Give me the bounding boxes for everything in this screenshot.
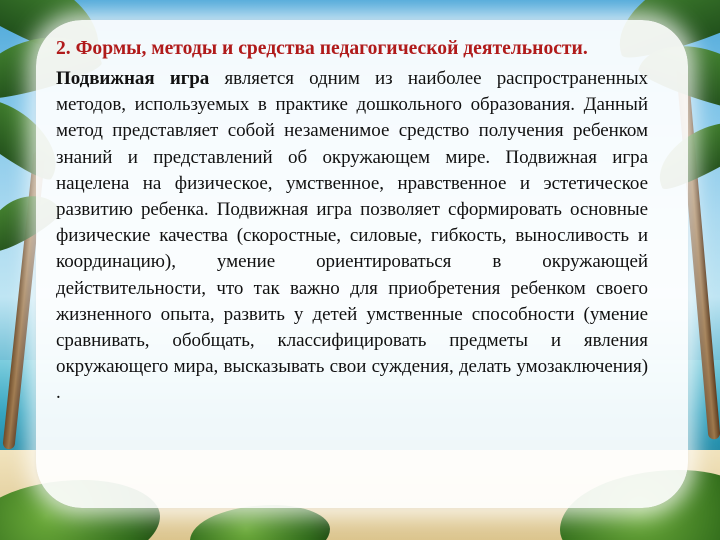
body-text: является одним из наиболее распространенных методов, используемых в практике дошкольного образования. Данный метод представляет собой незаменимое средство получения ребенком знаний и представлений об окружающем мире. Подвижная игра нацелена на физическое, умственное, нравственное и эстетическое развитию ребенка. Подвижная игра позволяет сформировать основные физические качества (скоростные, силовые, гибкость, выносливость и координацию), умение ориентироваться в окружающей действительности, что так важно для приобретения ребенком своего жизненного опыта, развить у детей умственные способности (умение сравнивать, обобщать, классифицировать предметы и явления окружающего мира, высказывать свои суждения, делать умозаключения) . — [56, 68, 648, 404]
slide-body-paragraph — [56, 66, 648, 407]
slide-content — [56, 36, 648, 407]
body-term: Подвижная игра — [56, 68, 210, 89]
slide-heading: 2. Формы, методы и средства педагогической деятельности. — [56, 38, 588, 59]
